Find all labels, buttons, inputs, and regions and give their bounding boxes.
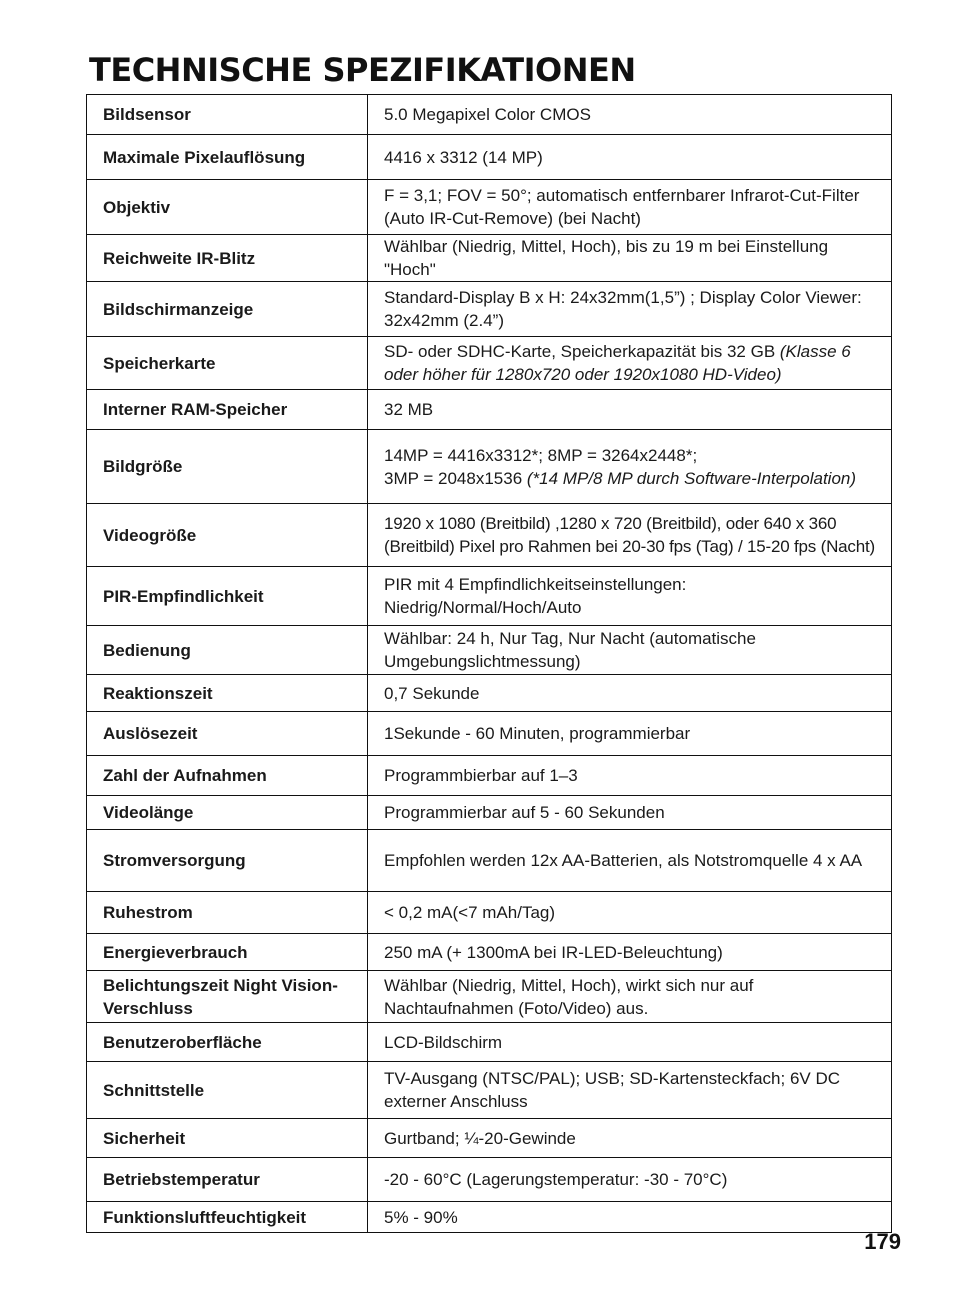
spec-label: Reichweite IR-Blitz (87, 235, 368, 282)
spec-label: Belichtungszeit Night Vision-Verschluss (87, 971, 368, 1023)
table-row (87, 1119, 892, 1158)
spec-value (368, 337, 892, 390)
spec-label: Energieverbrauch (87, 934, 368, 971)
spec-label: Auslösezeit (87, 712, 368, 756)
table-row (87, 504, 892, 567)
spec-value: 5.0 Megapixel Color CMOS (368, 95, 892, 135)
table-row (87, 135, 892, 180)
spec-value-text: 3MP = 2048x1536 (384, 468, 527, 488)
spec-value: < 0,2 mA(<7 mAh/Tag) (368, 892, 892, 934)
table-row (87, 235, 892, 282)
table-row (87, 95, 892, 135)
spec-label: Sicherheit (87, 1119, 368, 1158)
spec-value: 250 mA (+ 1300mA bei IR-LED-Beleuchtung) (368, 934, 892, 971)
table-row (87, 567, 892, 626)
spec-label: Zahl der Aufnahmen (87, 756, 368, 796)
spec-label: Bildschirmanzeige (87, 282, 368, 337)
spec-label: Stromversorgung (87, 830, 368, 892)
spec-value-note: (*14 MP/8 MP durch Software-Interpolation) (526, 468, 857, 488)
spec-value: LCD-Bildschirm (368, 1023, 892, 1062)
spec-label: Interner RAM-Speicher (87, 390, 368, 430)
spec-label: Bildgröße (87, 430, 368, 504)
spec-value: 1Sekunde - 60 Minuten, programmierbar (368, 712, 892, 756)
spec-label: Ruhestrom (87, 892, 368, 934)
spec-value: Programmbierbar auf 1–3 (368, 756, 892, 796)
table-row (87, 337, 892, 390)
spec-value-note: (Klasse 6 oder höher für 1280x720 oder 1920x1080 HD-Video) (384, 342, 851, 384)
spec-value (368, 430, 892, 504)
table-row (87, 1158, 892, 1202)
spec-value: 32 MB (368, 390, 892, 430)
spec-value: Wählbar (Niedrig, Mittel, Hoch), bis zu 19 m bei Einstellung "Hoch" (368, 235, 892, 282)
spec-table (86, 94, 892, 1233)
spec-label: Speicherkarte (87, 337, 368, 390)
table-row (87, 180, 892, 235)
spec-label: Maximale Pixelauflösung (87, 135, 368, 180)
page-number: 179 (864, 1229, 901, 1254)
spec-label: Videogröße (87, 504, 368, 567)
spec-label: Funktionsluftfeuchtigkeit (87, 1202, 368, 1233)
spec-value: 5% - 90% (368, 1202, 892, 1233)
spec-value: 0,7 Sekunde (368, 675, 892, 712)
table-row (87, 971, 892, 1023)
table-row (87, 282, 892, 337)
table-row (87, 390, 892, 430)
spec-value: TV-Ausgang (NTSC/PAL); USB; SD-Kartensteckfach; 6V DC externer Anschluss (368, 1062, 892, 1119)
spec-value: F = 3,1; FOV = 50°; automatisch entfernbarer Infrarot-Cut-Filter (Auto IR-Cut-Remove) (bei Nacht) (368, 180, 892, 235)
spec-label: Objektiv (87, 180, 368, 235)
table-row (87, 1023, 892, 1062)
spec-label: Bedienung (87, 626, 368, 675)
spec-value: PIR mit 4 Empfindlichkeitseinstellungen: Niedrig/Normal/Hoch/Auto (368, 567, 892, 626)
spec-label: Schnittstelle (87, 1062, 368, 1119)
spec-value: 4416 x 3312 (14 MP) (368, 135, 892, 180)
spec-value: Gurtband; ¼-20-Gewinde (368, 1119, 892, 1158)
spec-label: Bildsensor (87, 95, 368, 135)
spec-value: Wählbar (Niedrig, Mittel, Hoch), wirkt sich nur auf Nachtaufnahmen (Foto/Video) aus. (368, 971, 892, 1023)
spec-value: Empfohlen werden 12x AA-Batterien, als Notstromquelle 4 x AA (368, 830, 892, 892)
spec-value: -20 - 60°C (Lagerungstemperatur: -30 - 70°C) (368, 1158, 892, 1202)
spec-value-text: SD- oder SDHC-Karte, Speicherkapazität bis 32 GB (384, 342, 780, 361)
table-row (87, 430, 892, 504)
spec-value: 1920 x 1080 (Breitbild) ,1280 x 720 (Breitbild), oder 640 x 360 (Breitbild) Pixel pro Rahmen bei 20-30 fps (Tag) / 15-20 fps (Nacht) (368, 504, 892, 567)
table-row (87, 626, 892, 675)
table-row (87, 756, 892, 796)
table-row (87, 934, 892, 971)
table-row (87, 1202, 892, 1233)
page-title: TECHNISCHE SPEZIFIKATIONEN (89, 51, 636, 89)
table-row (87, 712, 892, 756)
spec-label: Videolänge (87, 796, 368, 830)
spec-value: Wählbar: 24 h, Nur Tag, Nur Nacht (automatische Umgebungslichtmessung) (368, 626, 892, 675)
spec-value: Programmierbar auf 5 - 60 Sekunden (368, 796, 892, 830)
spec-label: Reaktionszeit (87, 675, 368, 712)
table-row (87, 830, 892, 892)
spec-label: Benutzeroberfläche (87, 1023, 368, 1062)
spec-value: Standard-Display B x H: 24x32mm(1,5”) ; Display Color Viewer: 32x42mm (2.4”) (368, 282, 892, 337)
table-row (87, 796, 892, 830)
table-row (87, 675, 892, 712)
table-row (87, 892, 892, 934)
spec-value-text: 14MP = 4416x3312*; 8MP = 3264x2448*; (384, 445, 698, 465)
spec-label: PIR-Empfindlichkeit (87, 567, 368, 626)
spec-label: Betriebstemperatur (87, 1158, 368, 1202)
table-row (87, 1062, 892, 1119)
